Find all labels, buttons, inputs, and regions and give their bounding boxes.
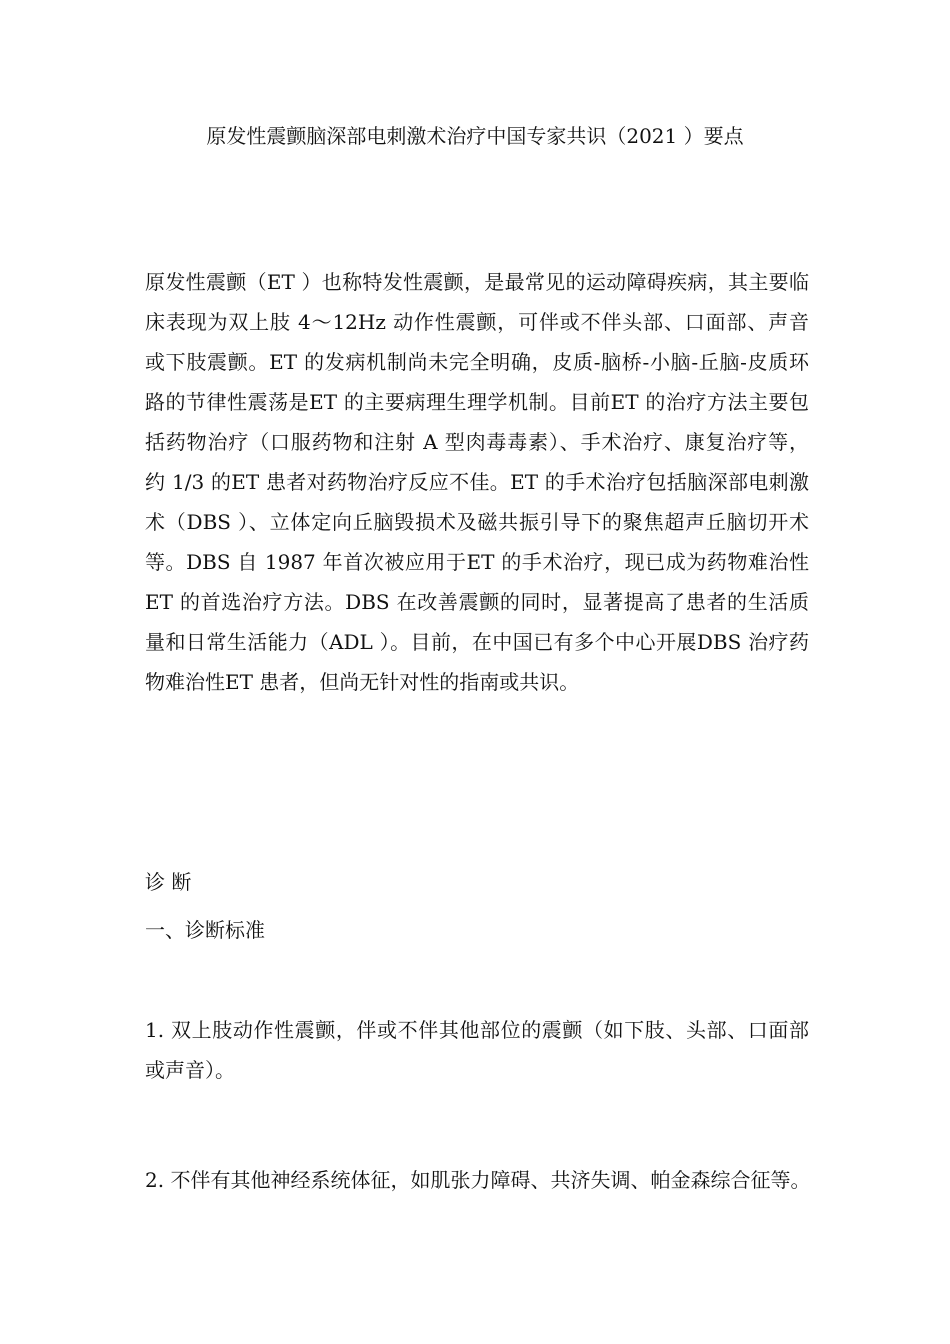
criteria-line: 或声音）。 [145,1058,235,1082]
criteria-line: 1. 双上肢动作性震颤，伴或不伴其他部位的震颤（如下肢、头部、口面部 [145,1018,809,1042]
paragraph-line: 床表现为双上肢 4～12Hz 动作性震颤，可伴或不伴头部、口面部、声音 [145,310,809,334]
paragraph-line: ET 的首选治疗方法。DBS 在改善震颤的同时，显著提高了患者的生活质 [145,590,809,614]
paragraph-line: 路的节律性震荡是ET 的主要病理生理学机制。目前ET 的治疗方法主要包 [145,390,809,414]
intro-paragraph [145,262,809,702]
paragraph-line: 物难治性ET 患者，但尚无针对性的指南或共识。 [145,670,580,694]
paragraph-line: 原发性震颤（ET ）也称特发性震颤，是最常见的运动障碍疾病，其主要临 [145,270,809,294]
paragraph-line: 约 1/3 的ET 患者对药物治疗反应不佳。ET 的手术治疗包括脑深部电刺激 [145,470,809,494]
subsection-heading-criteria: 一、诊断标准 [145,918,265,942]
paragraph-line: 等。DBS 自 1987 年首次被应用于ET 的手术治疗，现已成为药物难治性 [145,550,809,574]
section-heading-diagnosis: 诊 断 [145,870,192,894]
paragraph-line: 量和日常生活能力（ADL ）。目前，在中国已有多个中心开展DBS 治疗药 [145,630,809,654]
paragraph-line: 括药物治疗（口服药物和注射 A 型肉毒毒素）、手术治疗、康复治疗等， [145,430,809,454]
criteria-item-2 [145,1160,809,1200]
criteria-item-1 [145,1010,809,1090]
paragraph-line: 术（DBS ）、立体定向丘脑毁损术及磁共振引导下的聚焦超声丘脑切开术 [145,510,809,534]
paragraph-line: 或下肢震颤。ET 的发病机制尚未完全明确，皮质-脑桥-小脑-丘脑-皮质环 [145,350,809,374]
document-title: 原发性震颤脑深部电刺激术治疗中国专家共识（2021 ）要点 [206,124,744,148]
criteria-line: 2. 不伴有其他神经系统体征，如肌张力障碍、共济失调、帕金森综合征等。 [145,1168,811,1192]
